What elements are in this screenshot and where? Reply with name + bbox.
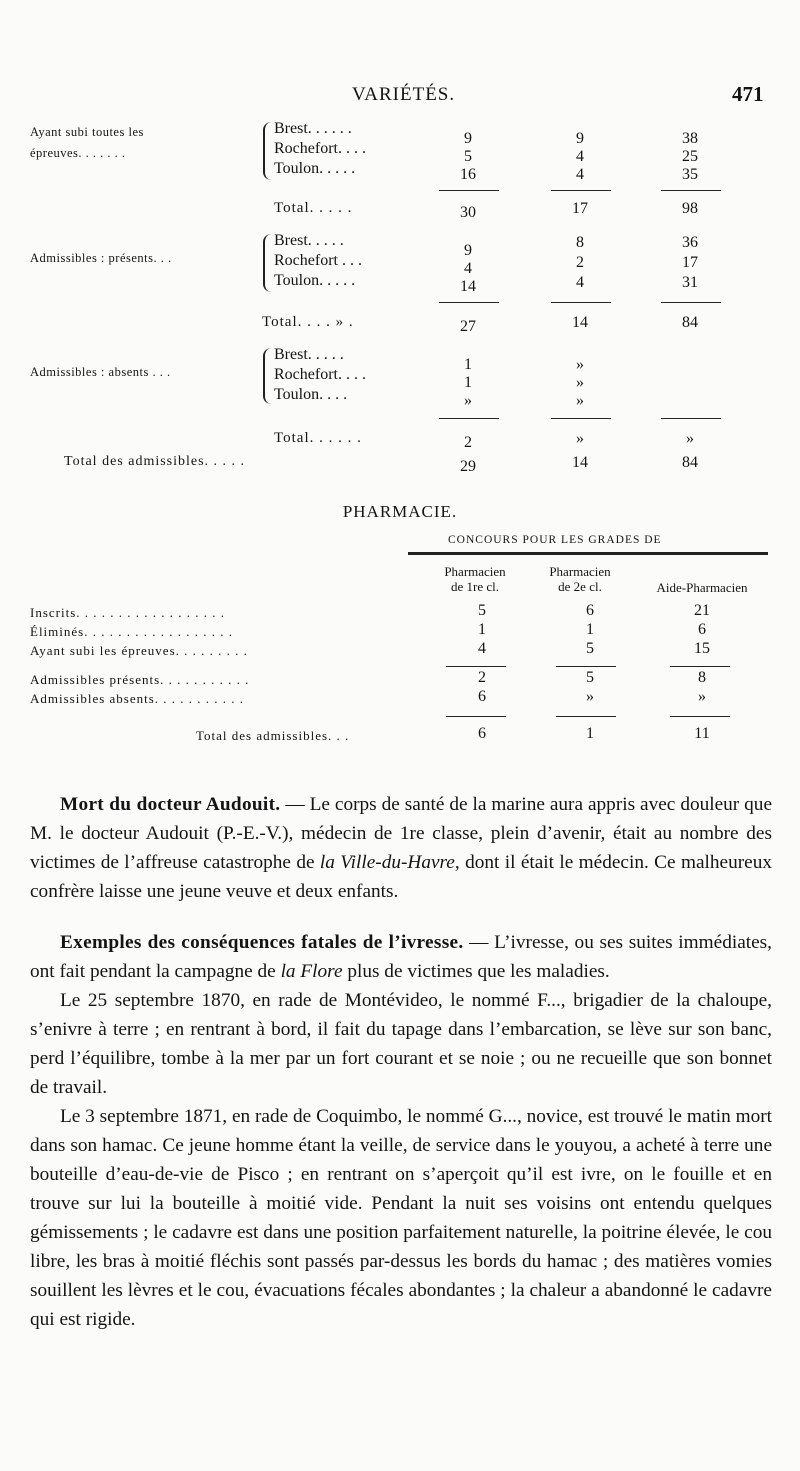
city-label: Rochefort. . . . bbox=[274, 140, 366, 157]
cell-value: 9 bbox=[464, 130, 472, 147]
sum-rule bbox=[670, 666, 730, 667]
section-title: PHARMACIE. bbox=[342, 502, 458, 521]
group-label: Admissibles : présents. . . bbox=[30, 251, 172, 265]
cell-value: 4 bbox=[464, 260, 472, 277]
sum-rule bbox=[556, 716, 616, 717]
cell-value: 14 bbox=[460, 278, 476, 295]
paragraph-text: plus de victimes que les maladies. bbox=[342, 961, 610, 982]
sum-rule bbox=[446, 716, 506, 717]
cell-value: 1 bbox=[464, 356, 472, 373]
page-header bbox=[0, 84, 800, 110]
cell-value: 1 bbox=[478, 621, 486, 638]
paragraph-case-1870: Le 25 septembre 1870, en rade de Montévideo, le nommé F..., brigadier de la chaloupe, s’enivre à terre ; en rentrant à bord, il fait du tapage dans l’embarcation, se lève sur son banc, perd l’équilibre, tombe à la mer par un fort courant et se noie ; ou ne recueille que son bonnet de travail. bbox=[30, 990, 772, 1098]
paragraph-ivresse bbox=[30, 928, 772, 986]
cell-value: 9 bbox=[464, 242, 472, 259]
column-header-line: Pharmacien bbox=[444, 564, 506, 579]
cell-value: » bbox=[576, 392, 584, 409]
cell-value: 4 bbox=[576, 166, 584, 183]
group-label bbox=[30, 124, 144, 162]
total-label: Total. . . . » . bbox=[262, 314, 354, 330]
city-label: Toulon. . . . . bbox=[274, 272, 356, 289]
column-header-line: Pharmacien bbox=[549, 564, 611, 579]
total-value: 27 bbox=[460, 318, 476, 335]
concours-caption: CONCOURS POUR LES GRADES DE bbox=[448, 534, 662, 546]
cell-value: 8 bbox=[576, 234, 584, 251]
paragraph-title: Mort du docteur Audouit. bbox=[60, 794, 281, 815]
total-value: 17 bbox=[572, 200, 588, 217]
running-title: VARIÉTÉS. bbox=[352, 84, 456, 105]
paragraph-text: — L’ivresse, ou ses suites immédiates, ont fait pendant la campagne de bbox=[30, 932, 772, 982]
row-label: Ayant subi les épreuves. . . . . . . . . bbox=[30, 643, 248, 658]
column-header-line: de 1re cl. bbox=[450, 579, 499, 594]
cell-value: 5 bbox=[464, 148, 472, 165]
cell-value: 4 bbox=[576, 148, 584, 165]
total-value: 14 bbox=[572, 314, 588, 331]
cell-value: 4 bbox=[478, 640, 486, 657]
cell-value: » bbox=[586, 688, 594, 705]
cell-value: 6 bbox=[478, 688, 486, 705]
cell-value: 25 bbox=[682, 148, 698, 165]
cell-value: 36 bbox=[682, 234, 698, 251]
cell-value: 31 bbox=[682, 274, 698, 291]
cell-value: » bbox=[576, 374, 584, 391]
cell-value: 6 bbox=[586, 602, 594, 619]
grand-total-value: 14 bbox=[572, 454, 588, 471]
cell-value: 5 bbox=[586, 669, 594, 686]
total-value: 11 bbox=[694, 725, 710, 742]
cell-value: 21 bbox=[694, 602, 710, 619]
grand-total-label: Total des admissibles. . . . . bbox=[64, 454, 246, 469]
city-label: Rochefort . . . bbox=[274, 252, 362, 269]
paragraph-text: — Le corps de santé de la marine aura appris avec douleur que M. le docteur Audouit (P.-E.-V.), médecin de 1re classe, plein d’avenir, était au nombre des victimes de l’affreuse catastrophe de bbox=[30, 794, 773, 873]
sum-rule bbox=[439, 418, 499, 419]
results-table bbox=[30, 120, 770, 480]
paragraph-text: , dont il était le médecin. Ce malheureux confrère laisse une jeune veuve et deux enfants. bbox=[30, 852, 772, 902]
total-value: 6 bbox=[478, 725, 486, 742]
total-value: 98 bbox=[682, 200, 698, 217]
sum-rule bbox=[661, 190, 721, 191]
brace bbox=[263, 348, 272, 404]
brace bbox=[263, 234, 272, 292]
city-label: Toulon. . . . bbox=[274, 386, 348, 403]
column-header-line: de 2e cl. bbox=[558, 579, 602, 594]
cell-value: 1 bbox=[464, 374, 472, 391]
brace bbox=[263, 122, 272, 180]
sum-rule bbox=[439, 190, 499, 191]
city-label: Rochefort. . . . bbox=[274, 366, 366, 383]
ship-name: la Flore bbox=[280, 961, 343, 982]
sum-rule bbox=[446, 666, 506, 667]
total-value: 30 bbox=[460, 204, 476, 221]
cell-value: » bbox=[576, 356, 584, 373]
row-label: Admissibles absents. . . . . . . . . . . bbox=[30, 691, 245, 706]
ship-name: la Ville-du-Havre bbox=[319, 852, 455, 873]
grand-total-value: 84 bbox=[682, 454, 698, 471]
pharmacie-table bbox=[30, 560, 770, 770]
cell-value: 8 bbox=[698, 669, 706, 686]
cell-value: » bbox=[698, 688, 706, 705]
page-number: 471 bbox=[732, 82, 764, 106]
city-label: Brest. . . . . . bbox=[274, 120, 352, 137]
column-header-line: Aide-Pharmacien bbox=[656, 580, 748, 595]
cell-value: » bbox=[464, 392, 472, 409]
sum-rule bbox=[439, 302, 499, 303]
paragraph-case-1871: Le 3 septembre 1871, en rade de Coquimbo, le nommé G..., novice, est trouvé le matin mort dans son hamac. Ce jeune homme étant la veille, de service dans le youyou, a acheté à terre une bouteille d’eau-de-vie de Pisco ; en rentrant on s’aperçoit qu’il est ivre, on le fouille et en trouve sur lui la bouteille à moitié vide. Pendant la nuit ses voisins ont entendu quelques gémissements ; le cadavre est dans une position parfaitement naturelle, la poitrine élevée, le cou libre, les bras à moitié fléchis sont passés par-dessus les bords du hamac ; des matières vomies souillent les lèvres et le cou, évacuations fécales abondantes ; la chaleur a abandonné le cadavre qui est rigide. bbox=[30, 1106, 772, 1330]
sum-rule bbox=[556, 666, 616, 667]
cell-value: 15 bbox=[694, 640, 710, 657]
sum-rule bbox=[661, 418, 721, 419]
city-label: Brest. . . . . bbox=[274, 232, 344, 249]
sum-rule bbox=[551, 190, 611, 191]
cell-value: 9 bbox=[576, 130, 584, 147]
total-label: Total. . . . . bbox=[274, 200, 353, 216]
cell-value: 38 bbox=[682, 130, 698, 147]
row-label: Inscrits. . . . . . . . . . . . . . . . . . bbox=[30, 605, 226, 620]
cell-value: 1 bbox=[586, 621, 594, 638]
cell-value: 5 bbox=[478, 602, 486, 619]
total-label: Total des admissibles. . . bbox=[196, 728, 350, 743]
row-label: Admissibles présents. . . . . . . . . . . bbox=[30, 672, 250, 687]
total-value: 2 bbox=[464, 434, 472, 451]
cell-value: 2 bbox=[478, 669, 486, 686]
row-label: Éliminés. . . . . . . . . . . . . . . . . . bbox=[30, 624, 233, 639]
paragraph-title: Exemples des conséquences fatales de l’ivresse. bbox=[60, 932, 464, 953]
cell-value: 4 bbox=[576, 274, 584, 291]
cell-value: 35 bbox=[682, 166, 698, 183]
cell-value: 17 bbox=[682, 254, 698, 271]
body-text bbox=[30, 790, 772, 1334]
cell-value: 5 bbox=[586, 640, 594, 657]
header-rule bbox=[408, 552, 768, 555]
city-label: Brest. . . . . bbox=[274, 346, 344, 363]
cell-value: 2 bbox=[576, 254, 584, 271]
grand-total-value: 29 bbox=[460, 458, 476, 475]
total-value: » bbox=[576, 430, 584, 447]
total-value: » bbox=[686, 430, 694, 447]
cell-value: 6 bbox=[698, 621, 706, 638]
cell-value: 16 bbox=[460, 166, 476, 183]
total-value: 84 bbox=[682, 314, 698, 331]
total-value: 1 bbox=[586, 725, 594, 742]
group-label: Admissibles : absents . . . bbox=[30, 365, 171, 379]
sum-rule bbox=[661, 302, 721, 303]
total-label: Total. . . . . . bbox=[274, 430, 362, 446]
sum-rule bbox=[670, 716, 730, 717]
paragraph-audouit bbox=[30, 790, 772, 906]
sum-rule bbox=[551, 418, 611, 419]
sum-rule bbox=[551, 302, 611, 303]
group-label-line: épreuves. . . . . . . bbox=[30, 146, 126, 160]
group-label-line: Ayant subi toutes les bbox=[30, 125, 144, 139]
city-label: Toulon. . . . . bbox=[274, 160, 356, 177]
